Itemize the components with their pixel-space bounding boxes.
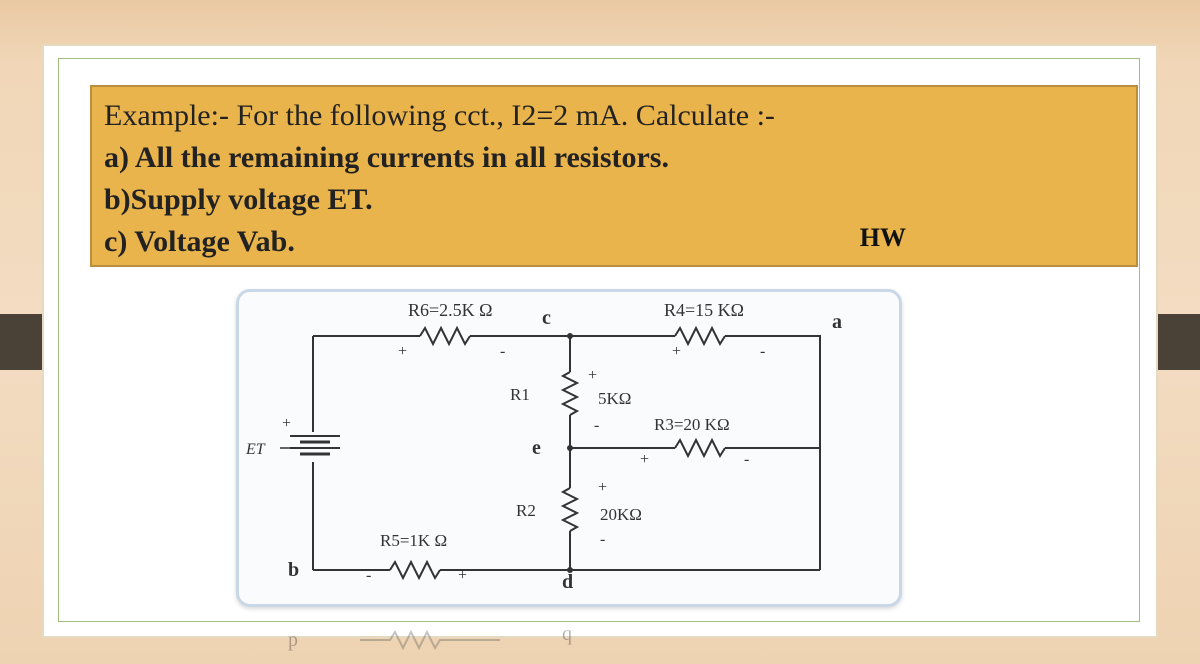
node-d-label: d (562, 571, 574, 593)
r6-minus: - (500, 343, 506, 360)
node-b-label: b (288, 559, 300, 581)
r4-plus: + (672, 343, 682, 360)
node-e-dot (567, 445, 573, 451)
wire-top-right (725, 336, 820, 570)
r5-plus: + (458, 567, 468, 584)
problem-line-a: a) All the remaining currents in all resistors. (104, 141, 669, 174)
slide-reflection (288, 623, 572, 651)
node-a-label: a (832, 311, 842, 333)
r6-plus: + (398, 343, 408, 360)
battery-icon (280, 436, 340, 454)
problem-line-1: Example:- For the following cct., I2=2 mA. Calculate :- (104, 99, 775, 132)
node-e-label: e (532, 437, 541, 459)
r1-minus: - (594, 417, 600, 434)
r4-label: R4=15 KΩ (664, 300, 745, 320)
r3-plus: + (640, 451, 650, 468)
r5-label: R5=1K Ω (380, 531, 448, 550)
r1-resistor (563, 372, 577, 415)
r2-minus: - (600, 531, 606, 548)
reflection-node-q: q (562, 623, 572, 645)
r6-label: R6=2.5K Ω (408, 300, 493, 320)
source-label: ET (246, 441, 265, 458)
r1-value: 5KΩ (598, 389, 632, 408)
r5-minus: - (366, 567, 372, 584)
r3-resistor (675, 440, 725, 456)
homework-label: HW (859, 223, 906, 252)
problem-line-b: b)Supply voltage ET. (104, 183, 373, 216)
reflection-node-p: p (288, 629, 298, 651)
r2-resistor (563, 488, 577, 531)
r4-resistor (675, 328, 725, 344)
r1-plus: + (588, 367, 598, 384)
r2-value: 20KΩ (600, 505, 642, 524)
r3-label: R3=20 KΩ (654, 415, 730, 434)
reflection-resistor (360, 632, 500, 648)
problem-line-c: c) Voltage Vab. (104, 225, 295, 258)
r1-label: R1 (510, 385, 530, 404)
r6-resistor (420, 328, 470, 344)
r2-label: R2 (516, 501, 536, 520)
node-c-dot (567, 333, 573, 339)
polarity-marks (282, 343, 765, 584)
source-plus: + (282, 415, 292, 432)
node-c-label: c (542, 307, 551, 329)
r3-minus: - (744, 451, 750, 468)
r5-resistor (390, 562, 440, 578)
r2-plus: + (598, 479, 608, 496)
r4-minus: - (760, 343, 766, 360)
